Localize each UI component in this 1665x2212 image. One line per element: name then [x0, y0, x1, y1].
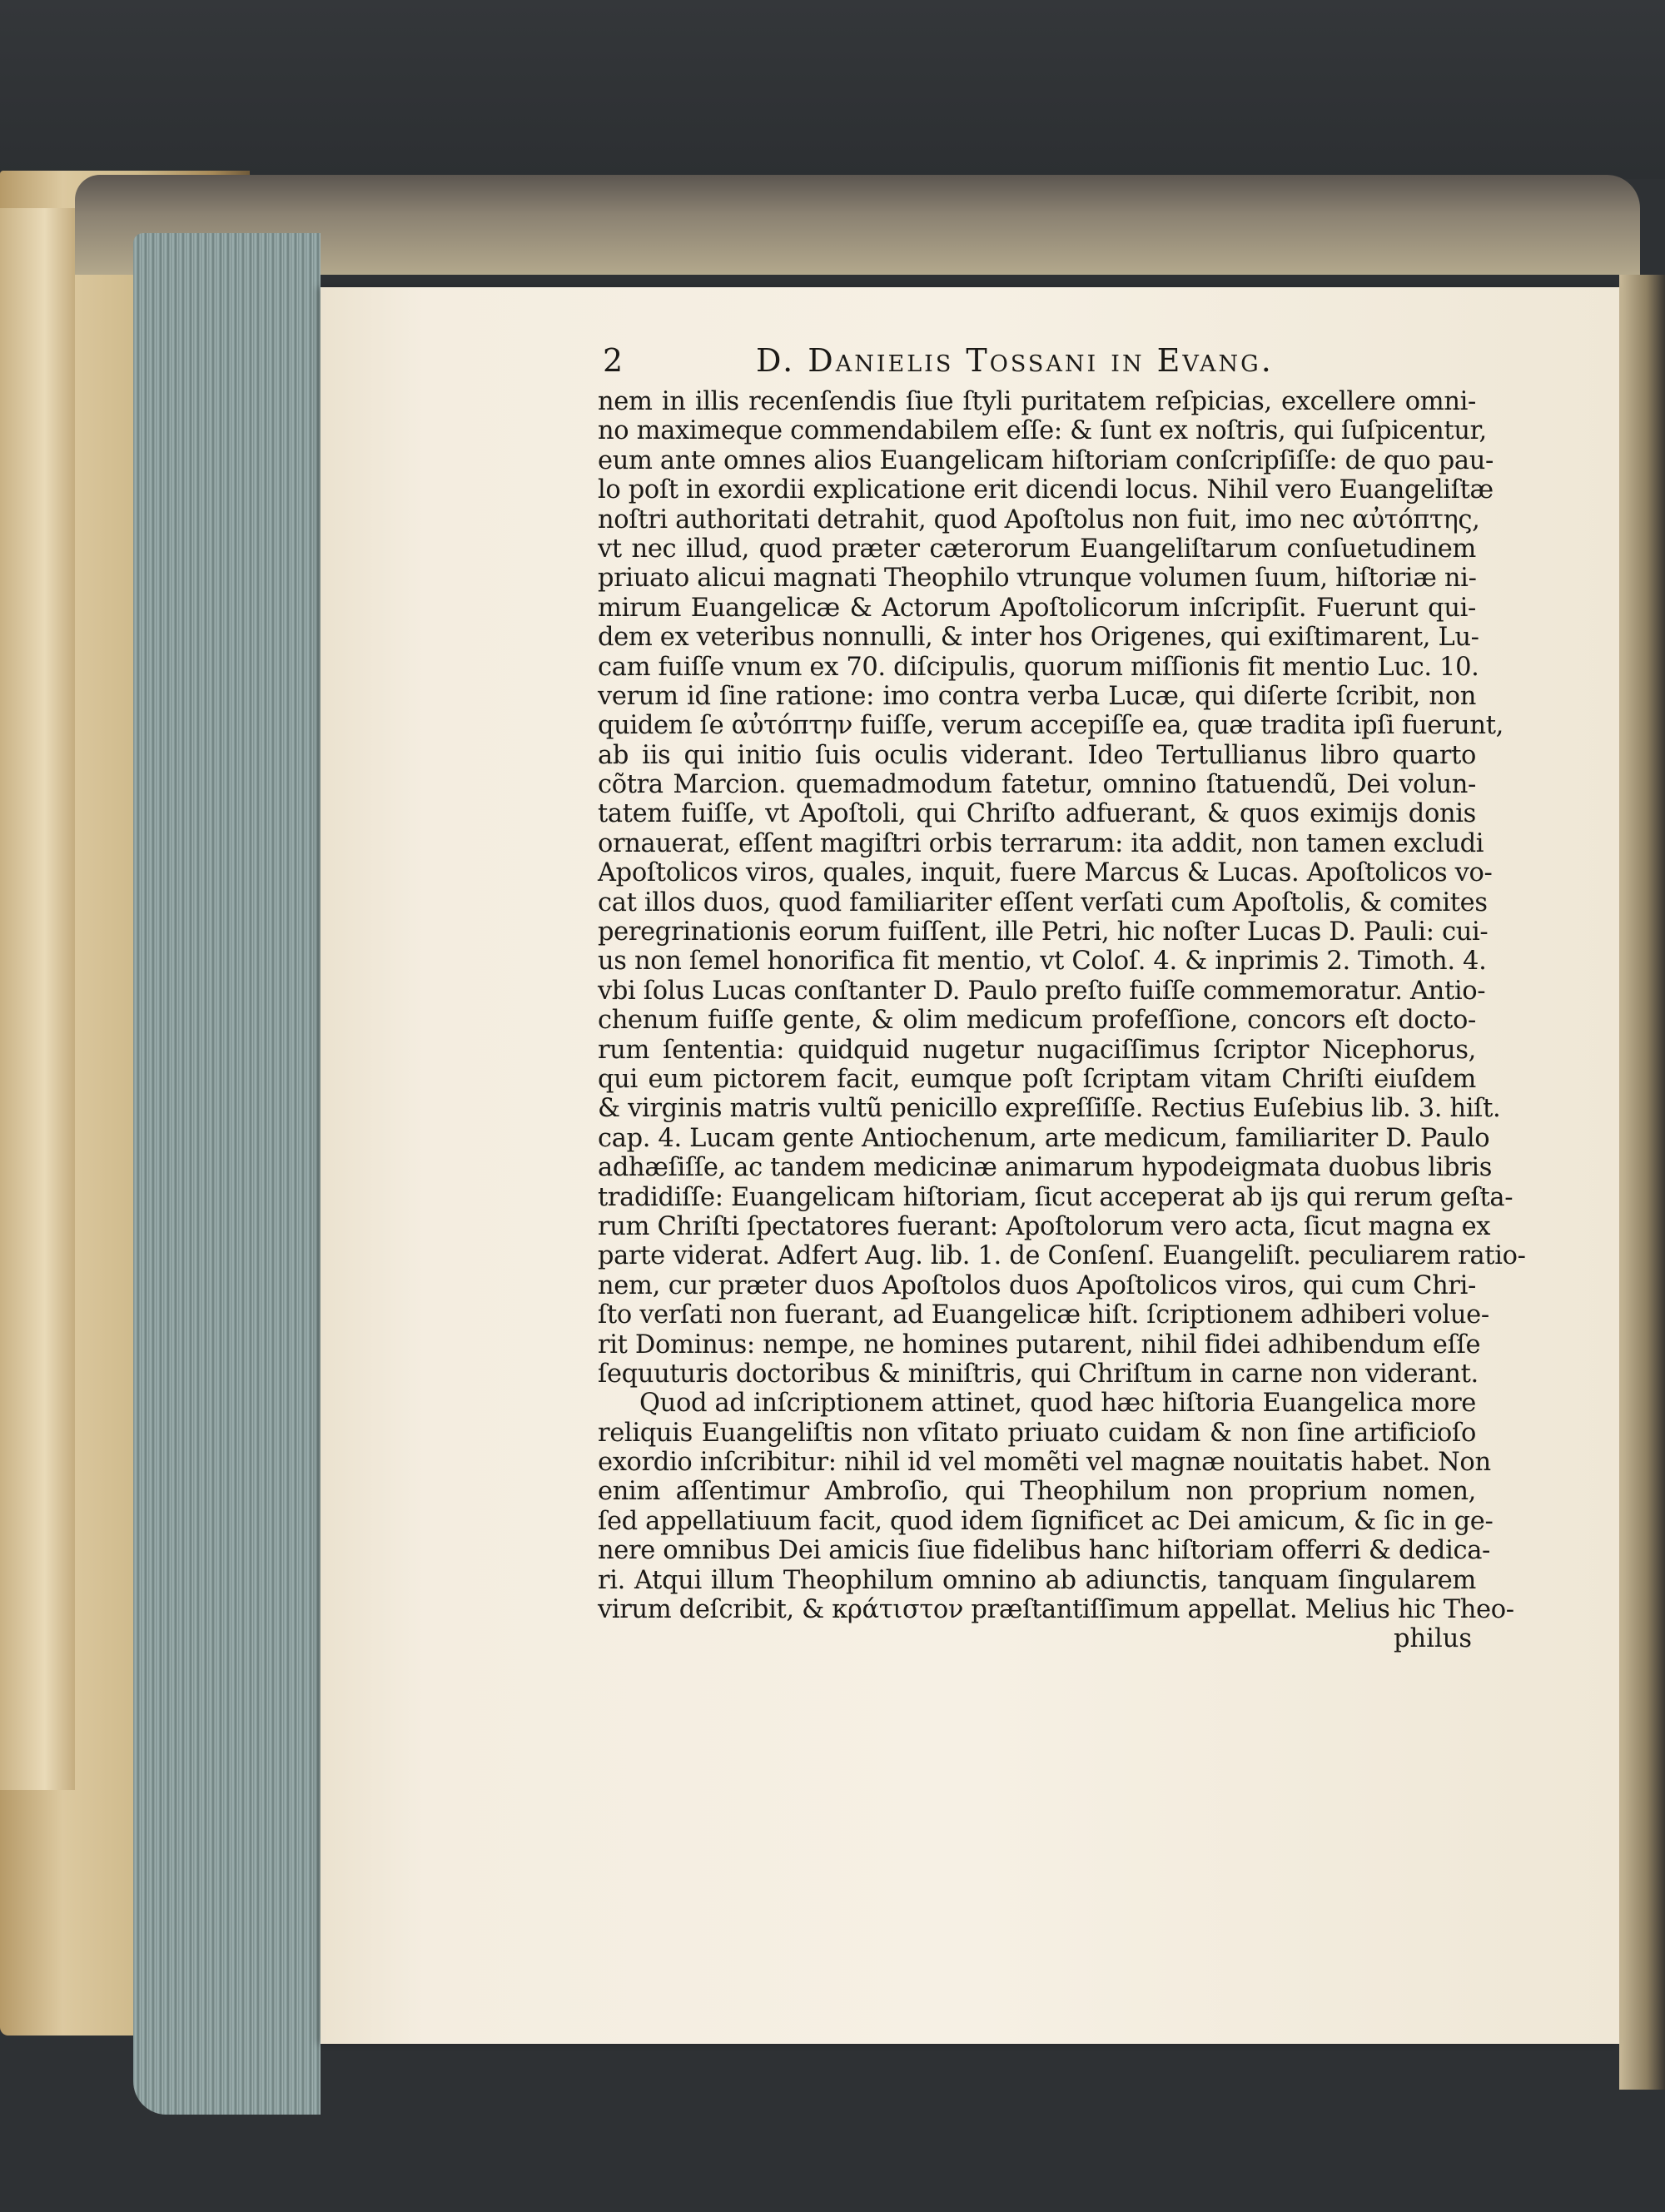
catchword: philus [1394, 1624, 1472, 1654]
text-line: ri. Atqui illum Theophilum omnino ab adiunctis, tanquam ſingularem [598, 1565, 1476, 1595]
text-line: exordio inſcribitur: nihil id vel momẽti vel magnæ nouitatis habet. Non [598, 1448, 1491, 1478]
running-head [598, 337, 1476, 387]
text-line: lo poſt in exordii explicatione erit dicendi locus. Nihil vero Euangeliſtæ [598, 475, 1494, 505]
text-line: ab iis qui initio ſuis oculis viderant. Ideo Tertullianus libro quarto [598, 740, 1476, 770]
text-line: ſto verſati non fuerant, ad Euangelicæ hiſt. ſcriptionem adhiberi volue- [598, 1300, 1489, 1330]
text-line: cam fuiſſe vnum ex 70. diſcipulis, quorum miſſionis fit mentio Luc. 10. [598, 652, 1479, 682]
text-line: cõtra Marcion. quemadmodum fatetur, omnino ſtatuendũ, Dei volun- [598, 770, 1476, 800]
text-line: enim aſſentimur Ambroſio, qui Theophilum non proprium nomen, [598, 1477, 1476, 1507]
facing-page-gutter [1619, 275, 1665, 2090]
text-line: rit Dominus: nempe, ne homines putarent, nihil fidei adhibendum eſſe [598, 1330, 1481, 1360]
text-line: & virginis matris vultũ penicillo expreſſiſſe. Rectius Euſebius lib. 3. hiſt. [598, 1094, 1501, 1124]
text-line: chenum fuiſſe gente, & olim medicum profeſſione, concors eſt docto- [598, 1006, 1476, 1036]
text-line: peregrinationis eorum fuiſſent, ille Petri, hic noſter Lucas D. Pauli: cui- [598, 917, 1489, 947]
text-line: nere omnibus Dei amicis ſiue fidelibus hanc hiſtoriam offerri & dedica- [598, 1536, 1490, 1566]
cover-edge [0, 208, 75, 1790]
text-line: nem, cur præter duos Apoſtolos duos Apoſtolicos viros, qui cum Chri- [598, 1270, 1476, 1300]
page-edges [133, 233, 321, 2115]
text-line: qui eum pictorem facit, eumque poſt ſcriptam vitam Chriſti eiuſdem [598, 1064, 1476, 1094]
text-line: nem in illis recenſendis ſiue ſtyli puritatem reſpicias, excellere omni- [598, 387, 1476, 416]
text-line: Quod ad inſcriptionem attinet, quod hæc hiſtoria Euangelica more [639, 1389, 1476, 1419]
paragraph-1 [598, 387, 1526, 1389]
text-line: quidem ſe αὐτόπτην fuiſſe, verum accepiſſe ea, quæ tradita ipſi fuerunt, [598, 711, 1503, 741]
text-line: ſequuturis doctoribus & miniſtris, qui Chriſtum in carne non viderant. [598, 1359, 1479, 1389]
text-line: eum ante omnes alios Euangelicam hiſtoriam conſcripſiſſe: de quo pau- [598, 445, 1494, 475]
page-number: 2 [603, 342, 626, 379]
text-line: Apoſtolicos viros, quales, inquit, fuere Marcus & Lucas. Apoſtolicos vo- [598, 858, 1493, 888]
text-line: dem ex veteribus nonnulli, & inter hos Origenes, qui exiſtimarent, Lu- [598, 623, 1479, 653]
text-line: ſed appellatiuum facit, quod idem ſignificet ac Dei amicum, & ſic in ge- [598, 1506, 1494, 1536]
text-line: no maximeque commendabilem eſſe: & ſunt ex noſtris, qui ſuſpicentur, [598, 416, 1487, 446]
text-line: rum Chriſti ſpectatores fuerant: Apoſtolorum vero acta, ſicut magna ex [598, 1211, 1491, 1241]
dark-background [0, 0, 1665, 179]
text-line: cat illos duos, quod familiariter eſſent verſati cum Apoſtolis, & comites [598, 887, 1488, 917]
text-line: tatem fuiſſe, vt Apoſtoli, qui Chriſto adfuerant, & quos eximijs donis [598, 799, 1476, 829]
text-line: cap. 4. Lucam gente Antiochenum, arte medicum, familiariter D. Paulo [598, 1123, 1490, 1153]
text-line: adhæſiſſe, ac tandem medicinæ animarum hypodeigmata duobus libris [598, 1153, 1493, 1183]
text-line: vbi ſolus Lucas conſtanter D. Paulo preſto fuiſſe commemoratur. Antio- [598, 976, 1486, 1006]
text-line: us non ſemel honorifica fit mentio, vt Coloſ. 4. & inprimis 2. Timoth. 4. [598, 947, 1487, 977]
text-line: vt nec illud, quod præter cæterorum Euangeliſtarum conſuetudinem [598, 534, 1476, 564]
text-line: reliquis Euangeliſtis non vſitato priuato cuidam & non ſine artificioſo [598, 1418, 1476, 1448]
page-text-block [598, 337, 1526, 1654]
text-line: verum id ſine ratione: imo contra verba Lucæ, qui diſerte ſcribit, non [598, 681, 1476, 711]
text-line: mirum Euangelicæ & Actorum Apoſtolicorum inſcripſit. Fuerunt qui- [598, 593, 1476, 623]
paragraph-2 [598, 1389, 1514, 1625]
text-line: ornauerat, eſſent magiſtri orbis terrarum: ita addit, non tamen excludi [598, 828, 1484, 858]
text-line: rum ſententia: quidquid nugetur nugaciſſimus ſcriptor Nicephorus, [598, 1035, 1476, 1065]
text-line: parte viderat. Adfert Aug. lib. 1. de Conſenſ. Euangeliſt. peculiarem ratio- [598, 1241, 1526, 1271]
text-line: priuato alicui magnati Theophilo vtrunque volumen ſuum, hiſtoriæ ni- [598, 564, 1477, 594]
text-line: noſtri authoritati detrahit, quod Apoſtolus non fuit, imo nec αὐτόπτης, [598, 505, 1480, 534]
text-line: virum deſcribit, & κράτιστον præſtantiſſimum appellat. Melius hic Theo- [598, 1595, 1514, 1625]
text-line: tradidiſſe: Euangelicam hiſtoriam, ſicut acceperat ab ijs qui rerum geſta- [598, 1182, 1513, 1212]
running-title: D. Danielis Tossani in Evang. [756, 342, 1274, 379]
